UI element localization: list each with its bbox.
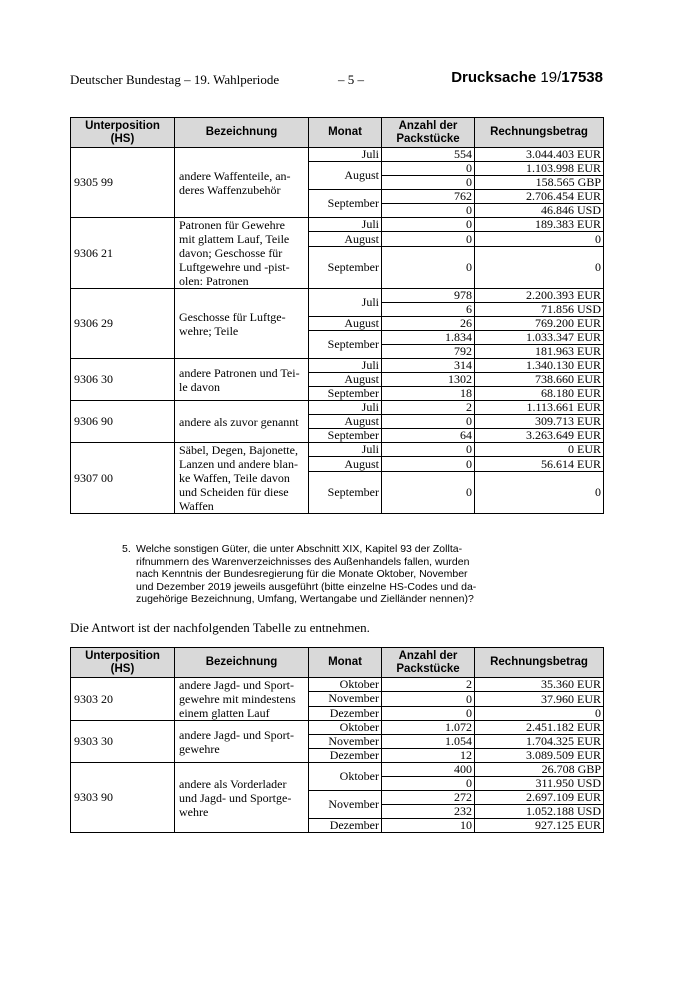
package-count: 10: [382, 819, 475, 833]
description: Säbel, Degen, Bajonette, Lanzen und andere blan- ke Waffen, Teile davon und Scheiden für diese Waffen: [175, 443, 309, 514]
invoice-amount: 0: [475, 706, 604, 720]
hs-code: 9306 21: [71, 218, 175, 289]
col-header-anzahl: Anzahl der Packstücke: [382, 648, 475, 678]
table-row: [71, 443, 604, 457]
month: September: [309, 387, 382, 401]
package-count: 2: [382, 401, 475, 415]
month: September: [309, 190, 382, 218]
question-5: [122, 543, 603, 606]
month: Dezember: [309, 706, 382, 720]
invoice-amount: 3.089.509 EUR: [475, 749, 604, 763]
question-number: 5.: [122, 543, 131, 555]
invoice-amount: 0: [475, 471, 604, 513]
package-count: 400: [382, 763, 475, 777]
col-header-bezeichnung: Bezeichnung: [175, 648, 309, 678]
question-text: Welche sonstigen Güter, die unter Abschnitt XIX, Kapitel 93 der Zollta- rifnummern des Warenverzeichnisses des Außenhandels fallen, wurden nach Kenntnis der Bundesregierung für die Monate Oktober, November und Dezember 2019 jeweils ausgeführt (bitte einzelne HS-Codes und da- zugehörige Bezeichnung, Umfang, Wertangabe und Zielländer nennen)?: [136, 543, 477, 606]
hs-code: 9303 20: [71, 678, 175, 721]
invoice-amount: 2.697.109 EUR: [475, 791, 604, 805]
parliament-label: Deutscher Bundestag – 19. Wahlperiode: [70, 72, 280, 87]
invoice-amount: 0: [475, 232, 604, 246]
description: andere als Vorderlader und Jagd- und Sportge- wehre: [175, 763, 309, 833]
package-count: 64: [382, 429, 475, 443]
page-header: [70, 70, 603, 90]
month: August: [309, 457, 382, 471]
package-count: 12: [382, 749, 475, 763]
description: Patronen für Gewehre mit glattem Lauf, Teile davon; Geschosse für Luftgewehre und -pist- olen: Patronen: [175, 218, 309, 289]
invoice-amount: 1.052.188 USD: [475, 805, 604, 819]
package-count: 272: [382, 791, 475, 805]
hs-code: 9306 30: [71, 359, 175, 401]
month: Oktober: [309, 763, 382, 791]
table-row: [71, 763, 604, 777]
month: Juli: [309, 443, 382, 457]
invoice-amount: 181.963 EUR: [475, 345, 604, 359]
export-table-q5: [70, 647, 604, 833]
document-number: [451, 69, 603, 86]
invoice-amount: 3.044.403 EUR: [475, 148, 604, 162]
doc-period: 19/: [536, 69, 562, 86]
month: Juli: [309, 218, 382, 232]
hs-code: 9306 90: [71, 401, 175, 443]
month: September: [309, 246, 382, 288]
col-header-hs: Unterposition (HS): [71, 118, 175, 148]
month: Juli: [309, 359, 382, 373]
month: November: [309, 692, 382, 706]
package-count: 0: [382, 471, 475, 513]
invoice-amount: 2.451.182 EUR: [475, 721, 604, 735]
month: Juli: [309, 289, 382, 317]
package-count: 0: [382, 777, 475, 791]
package-count: 0: [382, 443, 475, 457]
month: Oktober: [309, 678, 382, 692]
hs-code: 9306 29: [71, 289, 175, 359]
table-header-row: [71, 648, 604, 678]
month: November: [309, 791, 382, 819]
invoice-amount: 68.180 EUR: [475, 387, 604, 401]
invoice-amount: 1.113.661 EUR: [475, 401, 604, 415]
package-count: 0: [382, 692, 475, 706]
month: September: [309, 471, 382, 513]
package-count: 2: [382, 678, 475, 692]
table-row: [71, 148, 604, 162]
package-count: 6: [382, 303, 475, 317]
table-row: [71, 678, 604, 692]
month: September: [309, 429, 382, 443]
package-count: 0: [382, 706, 475, 720]
package-count: 1.072: [382, 721, 475, 735]
month: Juli: [309, 148, 382, 162]
invoice-amount: 309.713 EUR: [475, 415, 604, 429]
package-count: 0: [382, 218, 475, 232]
package-count: 1.834: [382, 331, 475, 345]
package-count: 0: [382, 457, 475, 471]
invoice-amount: 46.846 USD: [475, 204, 604, 218]
package-count: 0: [382, 204, 475, 218]
invoice-amount: 1.103.998 EUR: [475, 162, 604, 176]
package-count: 0: [382, 232, 475, 246]
col-header-betrag: Rechnungsbetrag: [475, 118, 604, 148]
invoice-amount: 1.340.130 EUR: [475, 359, 604, 373]
month: August: [309, 373, 382, 387]
month: Oktober: [309, 721, 382, 735]
col-header-bezeichnung: Bezeichnung: [175, 118, 309, 148]
answer-text: Die Antwort ist der nachfolgenden Tabelle zu entnehmen.: [70, 620, 370, 635]
hs-code: 9307 00: [71, 443, 175, 514]
description: andere Patronen und Tei- le davon: [175, 359, 309, 401]
package-count: 0: [382, 246, 475, 288]
invoice-amount: 2.200.393 EUR: [475, 289, 604, 303]
table-row: [71, 359, 604, 373]
invoice-amount: 56.614 EUR: [475, 457, 604, 471]
invoice-amount: 35.360 EUR: [475, 678, 604, 692]
description: Geschosse für Luftge- wehre; Teile: [175, 289, 309, 359]
package-count: 1.054: [382, 735, 475, 749]
invoice-amount: 26.708 GBP: [475, 763, 604, 777]
package-count: 1302: [382, 373, 475, 387]
col-header-anzahl: Anzahl der Packstücke: [382, 118, 475, 148]
invoice-amount: 2.706.454 EUR: [475, 190, 604, 204]
description: andere Waffenteile, an- deres Waffenzubehör: [175, 148, 309, 218]
month: August: [309, 317, 382, 331]
invoice-amount: 769.200 EUR: [475, 317, 604, 331]
col-header-betrag: Rechnungsbetrag: [475, 648, 604, 678]
month: Dezember: [309, 749, 382, 763]
month: November: [309, 735, 382, 749]
month: Dezember: [309, 819, 382, 833]
col-header-monat: Monat: [309, 648, 382, 678]
month: Juli: [309, 401, 382, 415]
invoice-amount: 1.033.347 EUR: [475, 331, 604, 345]
package-count: 18: [382, 387, 475, 401]
package-count: 978: [382, 289, 475, 303]
table-row: [71, 289, 604, 303]
month: August: [309, 232, 382, 246]
table-row: [71, 401, 604, 415]
table-row: [71, 218, 604, 232]
hs-code: 9303 90: [71, 763, 175, 833]
doc-number-bold: 17538: [561, 69, 603, 86]
hs-code: 9305 99: [71, 148, 175, 218]
package-count: 0: [382, 162, 475, 176]
invoice-amount: 311.950 USD: [475, 777, 604, 791]
package-count: 0: [382, 176, 475, 190]
invoice-amount: 0 EUR: [475, 443, 604, 457]
month: September: [309, 331, 382, 359]
invoice-amount: 3.263.649 EUR: [475, 429, 604, 443]
invoice-amount: 158.565 GBP: [475, 176, 604, 190]
invoice-amount: 0: [475, 246, 604, 288]
description: andere Jagd- und Sport- gewehre: [175, 721, 309, 763]
package-count: 0: [382, 415, 475, 429]
package-count: 554: [382, 148, 475, 162]
col-header-monat: Monat: [309, 118, 382, 148]
description: andere Jagd- und Sport- gewehre mit mindestens einem glatten Lauf: [175, 678, 309, 721]
invoice-amount: 189.383 EUR: [475, 218, 604, 232]
col-header-hs: Unterposition (HS): [71, 648, 175, 678]
invoice-amount: 927.125 EUR: [475, 819, 604, 833]
month: August: [309, 415, 382, 429]
page-number: – 5 –: [338, 72, 364, 87]
description: andere als zuvor genannt: [175, 401, 309, 443]
package-count: 314: [382, 359, 475, 373]
package-count: 762: [382, 190, 475, 204]
package-count: 232: [382, 805, 475, 819]
export-table-q3: [70, 117, 604, 514]
invoice-amount: 71.856 USD: [475, 303, 604, 317]
table-row: [71, 721, 604, 735]
invoice-amount: 1.704.325 EUR: [475, 735, 604, 749]
hs-code: 9303 30: [71, 721, 175, 763]
doc-word: Drucksache: [451, 69, 537, 86]
month: August: [309, 162, 382, 190]
package-count: 792: [382, 345, 475, 359]
invoice-amount: 37.960 EUR: [475, 692, 604, 706]
invoice-amount: 738.660 EUR: [475, 373, 604, 387]
package-count: 26: [382, 317, 475, 331]
table-header-row: [71, 118, 604, 148]
